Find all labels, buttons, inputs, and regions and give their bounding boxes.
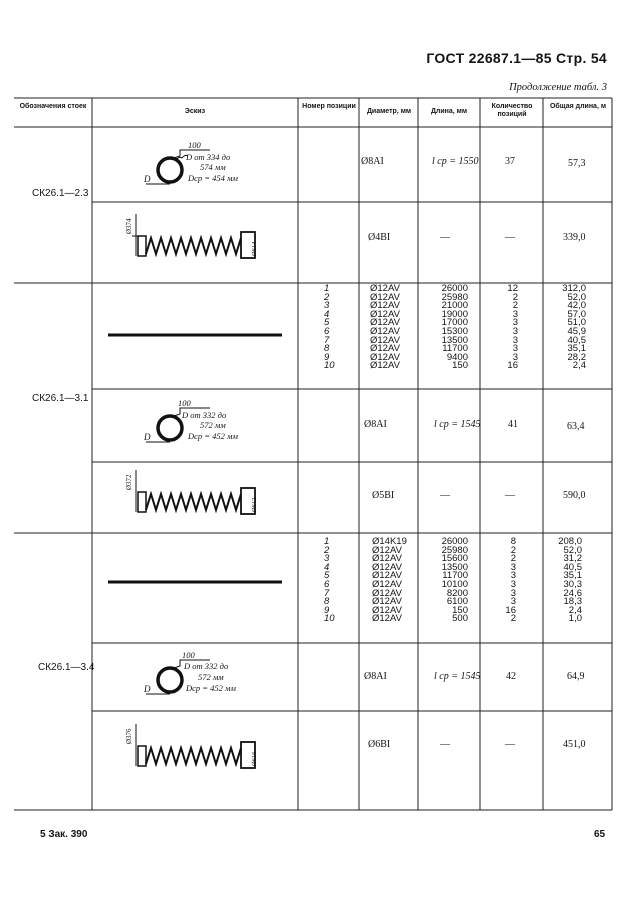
col-header-sketch: Эскиз: [184, 108, 206, 115]
col-header-position: Номер позиции: [302, 103, 356, 110]
bar-sketch-2: [108, 579, 282, 585]
page-header: ГОСТ 22687.1—85 Стр. 54: [426, 50, 607, 66]
bar-diameters-2: Ø14K19 Ø12AV Ø12AV Ø12AV Ø12AV Ø12AV Ø12AV Ø12AV Ø12AV Ø12AV: [372, 536, 407, 625]
bar-counts-1: 12 2 2 3 3 3 3 3 3 16: [507, 283, 518, 372]
col-header-count: Количество позиций: [491, 103, 533, 118]
spring-sketch-1: Ø374 Ø614: [128, 212, 273, 270]
spring-sketch-3: Ø376 Ø616: [128, 722, 273, 780]
footer-order: 5 Зак. 390: [40, 829, 88, 840]
bar-sketch-1: [108, 332, 282, 338]
col-header-designation: Обозначения стоек: [19, 103, 87, 110]
bar-diameters-1: Ø12AV Ø12AV Ø12AV Ø12AV Ø12AV Ø12AV Ø12AV Ø12AV Ø12AV Ø12AV: [370, 283, 400, 372]
spring-sketch-2: Ø372 Ø612: [128, 468, 273, 526]
continuation-label: Продолжение табл. 3: [509, 82, 607, 93]
footer-page-number: 65: [594, 829, 606, 840]
col-header-diameter: Диаметр, мм: [366, 108, 412, 115]
bar-totals-1: 312,0 52,0 42,0 57,0 51,0 45,9 40,5 35,1 28,2 2,4: [562, 283, 586, 372]
row-label-ck26-2-3: СК26.1—2.3: [32, 188, 89, 199]
bar-positions-2: 1 2 3 4 5 6 7 8 9 10: [324, 536, 335, 625]
spiral-sketch-3: 100 D от 332 до 572 мм Dср = 452 мм D: [140, 650, 280, 708]
bar-positions-1: 1 2 3 4 5 6 7 8 9 10: [324, 283, 335, 372]
bar-lengths-1: 26000 25980 21000 19000 17000 15300 13500 11700 9400 150: [441, 283, 468, 372]
spiral-sketch-2: 100 D от 332 до 572 мм Dср = 452 мм D: [140, 398, 280, 456]
spiral-sketch-1: 100 D от 334 до 574 мм Dср = 454 мм D: [140, 140, 280, 198]
col-header-total: Общая длина, м: [549, 103, 607, 110]
row-label-ck26-3-4: СК26.1—3.4: [38, 662, 95, 673]
bar-lengths-2: 26000 25980 15600 13500 11700 10100 8200 6100 150 500: [441, 536, 468, 625]
bar-totals-2: 208,0 52,0 31,2 40,5 35,1 30,3 24,6 18,3 2,4 1,0: [558, 536, 582, 625]
col-header-length: Длина, мм: [430, 108, 468, 115]
row-label-ck26-3-1: СК26.1—3.1: [32, 393, 89, 404]
bar-counts-2: 8 2 2 3 3 3 3 3 16 2: [505, 536, 516, 625]
